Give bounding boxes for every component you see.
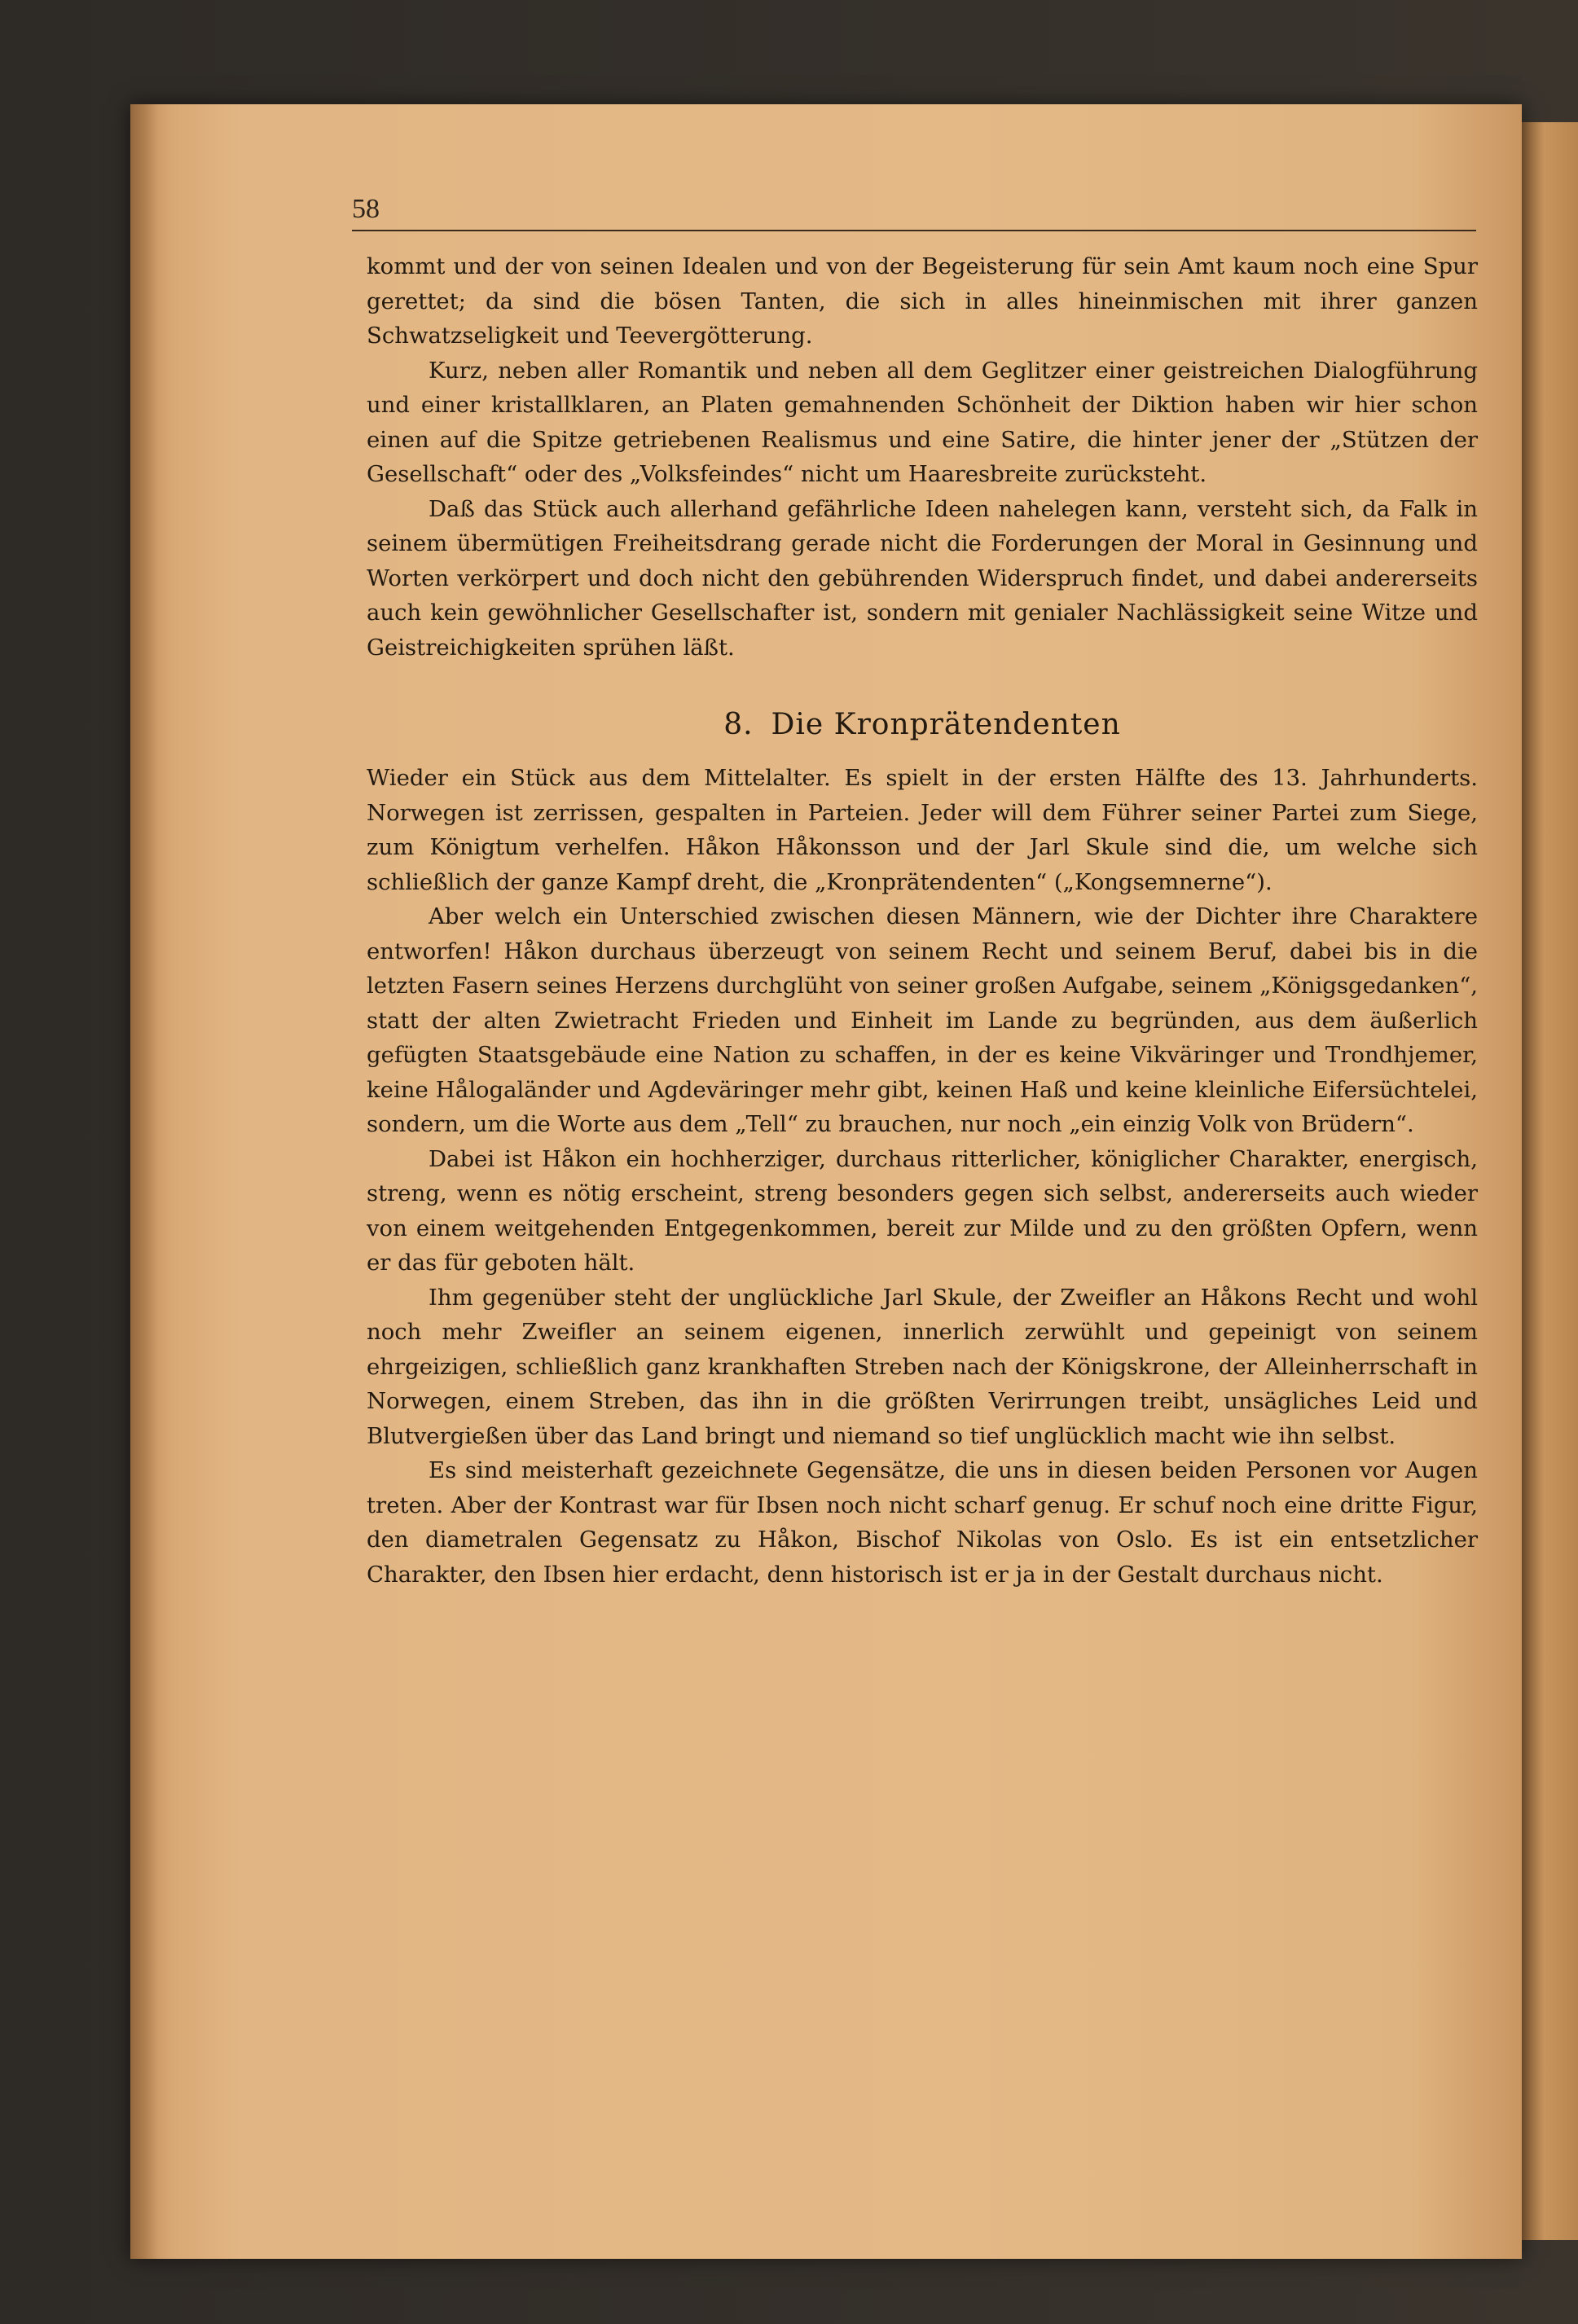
- paragraph: Wieder ein Stück aus dem Mittelalter. Es spielt in der ersten Hälfte des 13. Jahrhunderts. Norwegen ist zerrissen, gespalten in Parteien. Jeder will dem Führer seiner Partei zum Siege, zum Königtum verhelfen. Håkon Håkonsson und der Jarl Skule sind die, um welche sich schließlich der ganze Kampf dreht, die „Kronprätendenten“ („Kongsemnerne“).: [367, 765, 1478, 895]
- page-body: [367, 249, 1478, 1592]
- paragraph: kommt und der von seinen Idealen und von der Begeisterung für sein Amt kaum noch eine Spur gerettet; da sind die bösen Tanten, die sich in alles hineinmischen mit ihrer ganzen Schwatzseligkeit und Teevergötterung.: [367, 253, 1478, 349]
- page-number: 58: [352, 194, 380, 224]
- paragraph: Kurz, neben aller Romantik und neben all dem Geglitzer einer geistreichen Dialogführung und einer kristallklaren, an Platen gemahnenden Schönheit der Diktion haben wir hier schon einen auf die Spitze getriebenen Realismus und eine Satire, die hinter jener der „Stützen der Gesellschaft“ oder des „Volksfeindes“ nicht um Haaresbreite zurücksteht.: [367, 357, 1478, 487]
- running-header: [352, 186, 1476, 231]
- paragraph: Es sind meisterhaft gezeichnete Gegensätze, die uns in diesen beiden Personen vor Augen treten. Aber der Kontrast war für Ibsen noch nicht scharf genug. Er schuf noch eine dritte Figur, den diametralen Gegensatz zu Håkon, Bischof Nikolas von Oslo. Es ist ein entsetzlicher Charakter, den Ibsen hier erdacht, denn historisch ist er ja in der Gestalt durchaus nicht.: [367, 1457, 1478, 1588]
- paragraph: Ihm gegenüber steht der unglückliche Jarl Skule, der Zweifler an Håkons Recht und wohl noch mehr Zweifler an seinem eigenen, innerlich zerwühlt und gepeinigt von seinem ehrgeizigen, schließlich ganz krankhaften Streben nach der Königskrone, der Alleinherrschaft in Norwegen, einem Streben, das ihn in die größten Verirrungen treibt, unsägliches Leid und Blutvergießen über das Land bringt und niemand so tief unglücklich macht wie ihn selbst.: [367, 1284, 1478, 1449]
- section-title: Die Kronprätendenten: [771, 708, 1121, 741]
- facing-page-edge: [1522, 122, 1578, 2240]
- section-heading: [367, 707, 1478, 743]
- section-number: 8.: [723, 708, 754, 741]
- paragraph: Aber welch ein Unterschied zwischen diesen Männern, wie der Dichter ihre Charaktere entworfen! Håkon durchaus überzeugt von seinem Recht und seinem Beruf, dabei bis in die letzten Fasern seines Herzens durchglüht von seiner großen Aufgabe, seinem „Königsgedanken“, statt der alten Zwietracht Frieden und Einheit im Lande zu begründen, aus dem äußerlich gefügten Staatsgebäude eine Nation zu schaffen, in der es keine Vikväringer und Trondhjemer, keine Hålogaländer und Agdeväringer mehr gibt, keinen Haß und keine kleinliche Eifersüchtelei, sondern, um die Worte aus dem „Tell“ zu brauchen, nur noch „ein einzig Volk von Brüdern“.: [367, 903, 1478, 1137]
- paragraph: Daß das Stück auch allerhand gefährliche Ideen nahelegen kann, versteht sich, da Falk in seinem übermütigen Freiheitsdrang gerade nicht die Forderungen der Moral in Gesinnung und Worten verkörpert und doch nicht den gebührenden Widerspruch findet, und dabei andererseits auch kein gewöhnlicher Gesellschafter ist, sondern mit genialer Nachlässigkeit seine Witze und Geistreichigkeiten sprühen läßt.: [367, 495, 1478, 661]
- paragraph: Dabei ist Håkon ein hochherziger, durchaus ritterlicher, königlicher Charakter, energisch, streng, wenn es nötig erscheint, streng besonders gegen sich selbst, andererseits auch wieder von einem weitgehenden Entgegenkommen, bereit zur Milde und zu den größten Opfern, wenn er das für geboten hält.: [367, 1145, 1478, 1276]
